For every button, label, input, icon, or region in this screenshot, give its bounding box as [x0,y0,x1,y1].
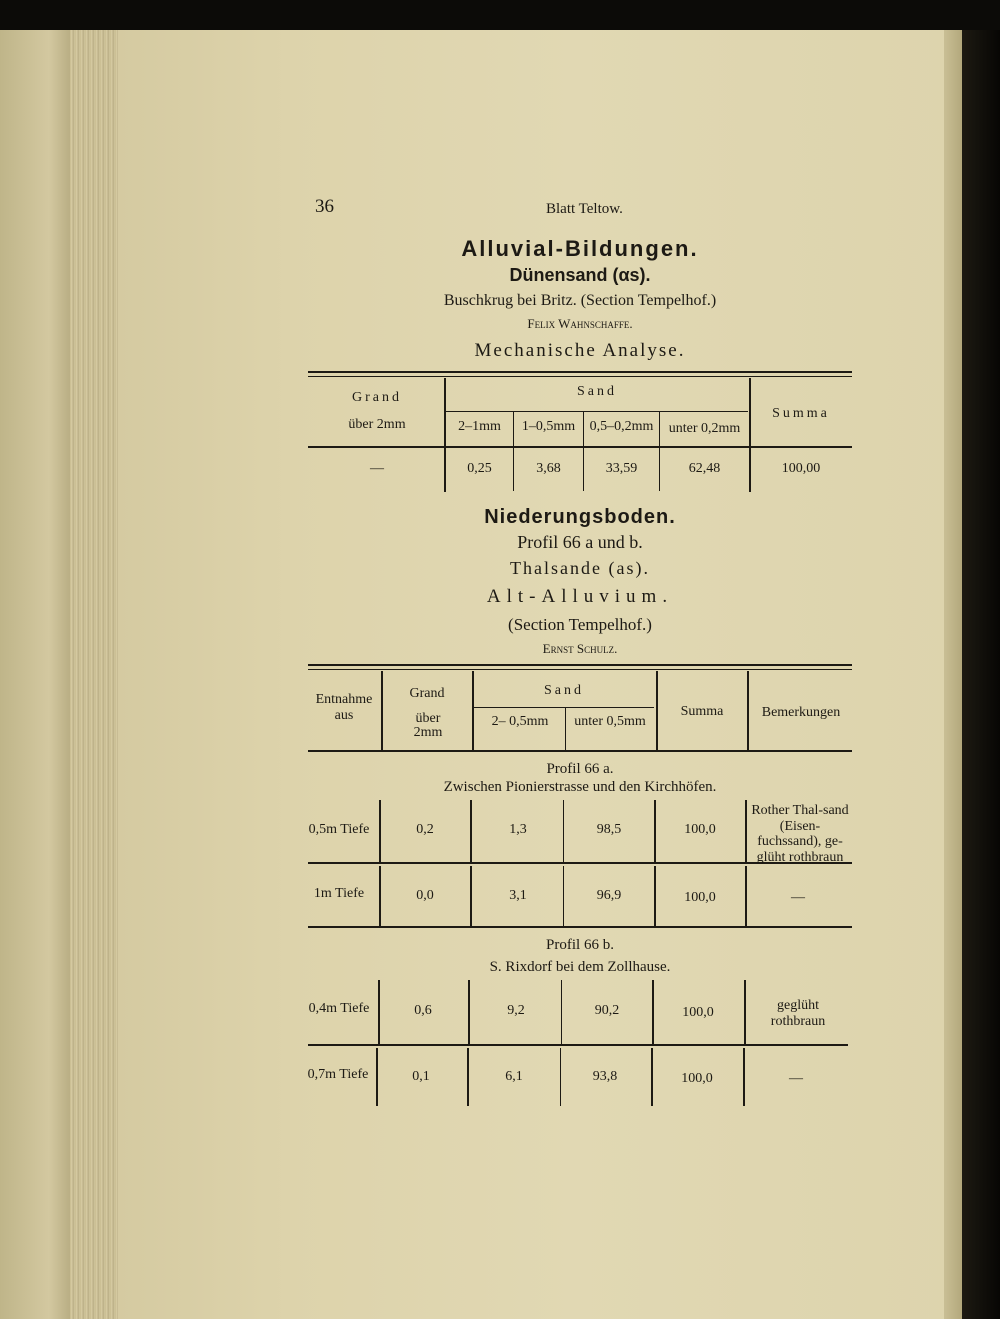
page-number: 36 [315,196,334,217]
table2-row-rule [308,926,852,928]
section-line: (Section Tempelhof.) [508,615,652,634]
table2-sand-rule [474,707,654,708]
table2-divider [379,866,381,927]
table2-remark: geglüht rothbraun [770,998,826,1029]
table2-cell: 6,1 [505,1069,523,1084]
table2-divider [468,980,470,1045]
running-head: Blatt Teltow. [546,201,623,217]
right-page-edge [944,30,962,1319]
table2-depth: 0,7m Tiefe [307,1067,369,1082]
table2-divider [743,1048,745,1106]
table1-header-sand: Sand [577,384,617,399]
table2-divider [561,980,562,1045]
table2-cell: 96,9 [596,888,622,903]
table1-header-sand-col: 2–1mm [458,419,501,434]
table2-divider [745,800,747,863]
section-title-niederungsboden: Niederungsboden. [484,506,676,528]
section-title-alluvial: Alluvial-Bildungen. [461,236,699,261]
table2-header-sand-b: unter 0,5mm [574,714,646,729]
table2-header-grand-sub: über 2mm [413,711,443,740]
table2-divider [744,980,746,1045]
section-subtitle-duenensand: Dünensand (αs). [509,265,651,285]
table2-cell: 100,0 [684,822,716,837]
table2-divider [563,800,564,863]
table1-sand-rule [446,411,748,412]
table2-cell: 0,0 [416,888,434,903]
table2-depth: 0,4m Tiefe [308,1001,370,1016]
page-edges [70,30,118,1319]
table2-divider [381,671,383,750]
table2-divider [563,866,564,927]
group-a-subtitle: Zwischen Pionierstrasse und den Kirchhöfen. [443,779,717,795]
table1-cell: 100,00 [781,461,821,476]
table2-cell: 0,1 [412,1069,430,1084]
table1-cell: 0,25 [467,461,492,476]
table2-header-entnahme: Entnahme aus [315,692,373,723]
table1-cell: 33,59 [605,461,638,476]
table2-divider [565,708,566,750]
table2-remark: — [791,890,805,905]
table2-cell: 98,5 [596,822,622,837]
table2-row-rule [308,1044,848,1046]
table2-remark: — [789,1071,803,1086]
table2-header-grand: Grand [409,686,445,701]
author-line-2: Ernst Schulz. [542,641,618,656]
table1-cell: — [370,461,384,476]
table2-header-sand: Sand [544,683,584,698]
table2-cell: 0,6 [414,1003,432,1018]
table2-cell: 90,2 [594,1003,620,1018]
table1-top-rule [308,371,852,377]
table1-header-sand-col: 1–0,5mm [521,419,576,434]
table1-cell: 3,68 [536,461,561,476]
thalsande-heading: Thalsande (as). [510,558,650,578]
table2-header-rule [308,750,852,752]
table2-cell: 0,2 [416,822,434,837]
table2-header-summa: Summa [680,704,724,719]
table2-header-sand-a: 2– 0,5mm [491,714,549,729]
table2-divider [470,800,472,863]
table2-cell: 100,0 [682,1005,714,1020]
dark-border [962,30,1000,1319]
table2-header-bemerkungen: Bemerkungen [761,705,841,720]
table2-cell: 100,0 [681,1071,713,1086]
group-b-subtitle: S. Rixdorf bei dem Zollhause. [489,959,671,975]
table2-cell: 3,1 [509,888,527,903]
table1-header-summa: Summa [772,406,830,421]
author-line: Felix Wahnschaffe. [527,316,633,331]
table1-header-grand-sub: über 2mm [348,417,406,432]
group-a-title: Profil 66 a. [546,761,614,777]
table1-header-rule [308,446,852,448]
alt-alluvium-heading: Alt-Alluvium. [486,586,674,607]
group-b-title: Profil 66 b. [546,937,614,953]
table2-depth: 0,5m Tiefe [308,822,370,837]
table2-divider [470,866,472,927]
table2-top-rule [308,664,852,670]
table1-header-sand-col: 0,5–0,2mm [589,419,654,434]
table2-cell: 93,8 [592,1069,618,1084]
table1-cell: 62,48 [688,461,721,476]
table2-depth: 1m Tiefe [313,886,365,901]
analysis-heading: Mechanische Analyse. [474,340,686,361]
location-line: Buschkrug bei Britz. (Section Tempelhof.) [443,292,717,309]
table2-remark: Rother Thal-sand (Eisen-fuchssand), ge-glüht rothbraun [751,803,849,865]
table2-cell: 100,0 [684,890,716,905]
profil-heading: Profil 66 a und b. [517,532,643,552]
table1-header-sand-col: unter 0,2mm [668,421,741,436]
table2-divider [745,866,747,927]
table2-divider [379,800,381,863]
page-background [0,30,956,1319]
table2-cell: 9,2 [507,1003,525,1018]
table2-cell: 1,3 [509,822,527,837]
table1-header-grand: Grand [352,390,402,405]
left-page-edge [0,30,70,1319]
